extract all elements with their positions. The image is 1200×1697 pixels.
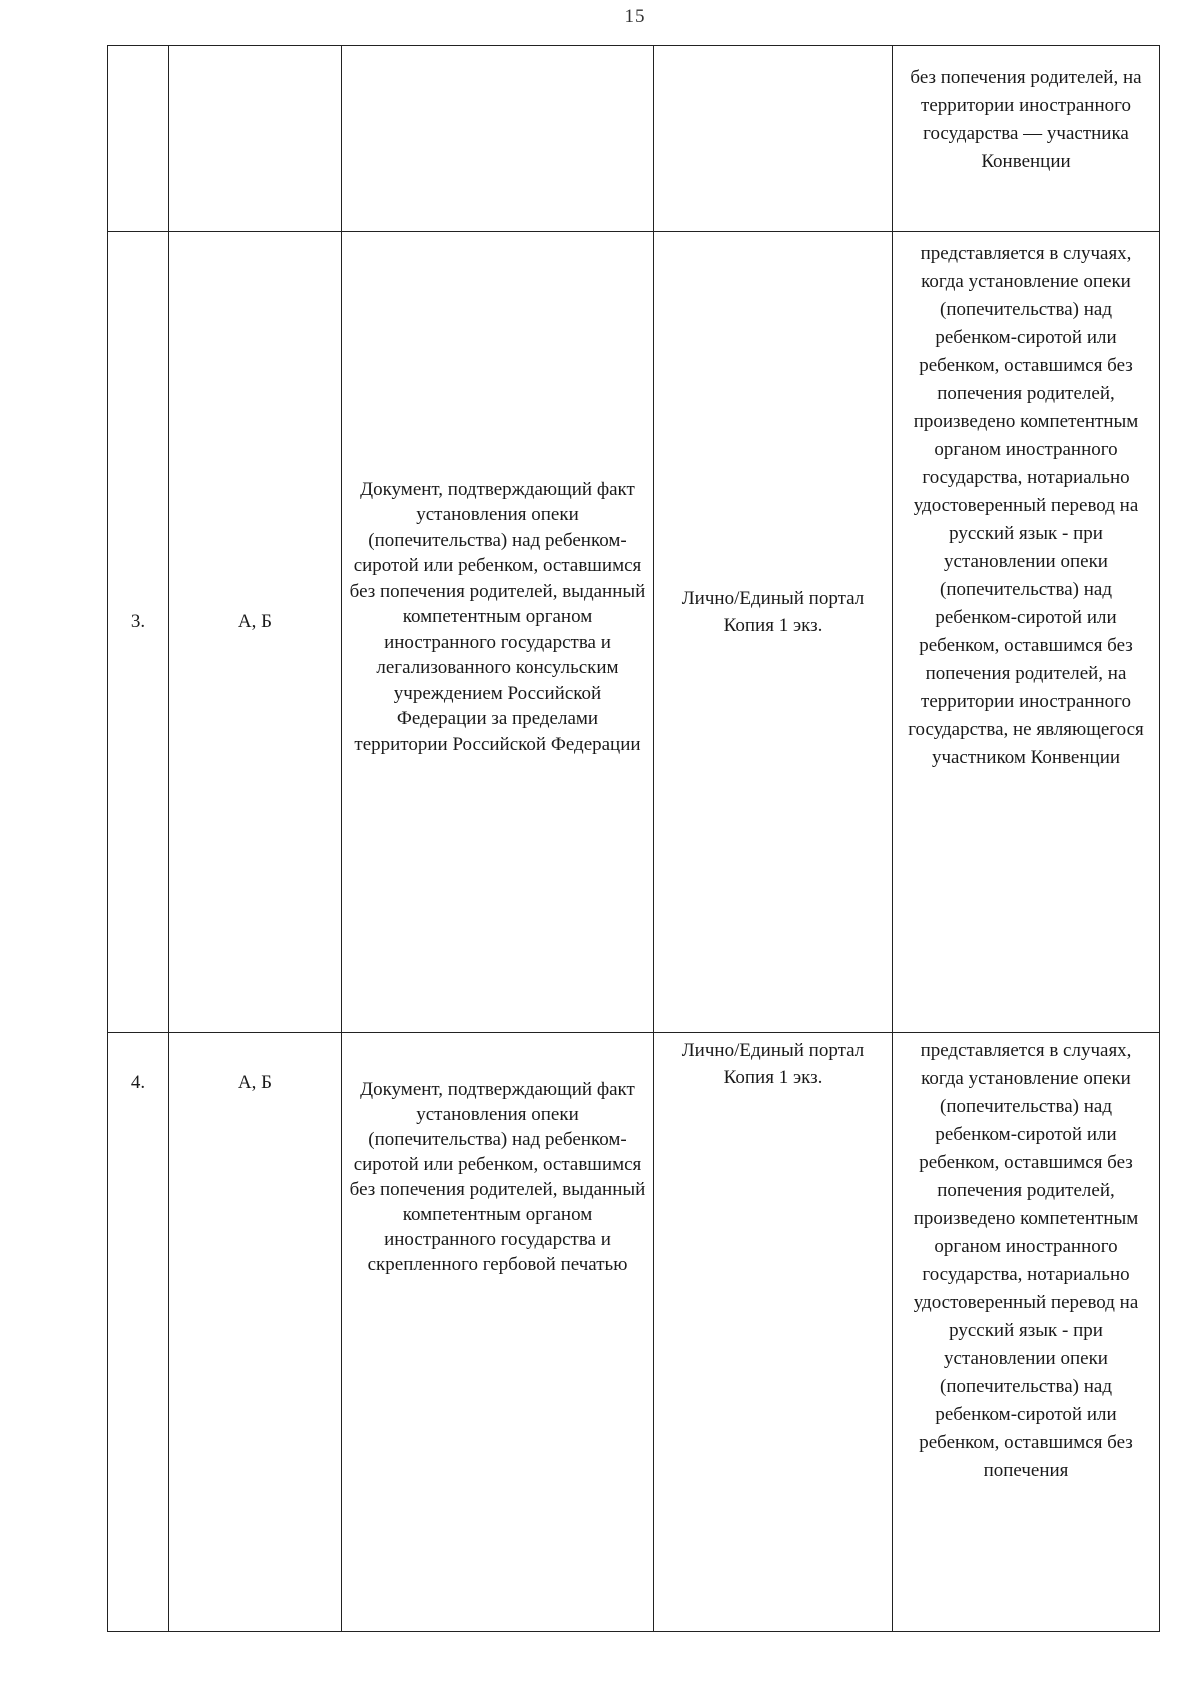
table-row xyxy=(108,46,1160,232)
note-cell: представляется в случаях, когда установление опеки (попечительства) над ребенком-сиротой или ребенком, оставшимся без попечения родителей, произведено компетентным органом иностранного государства, нотариально удостоверенный перевод на русский язык - при установлении опеки (попечительства) над ребенком-сиротой или ребенком, оставшимся без попечения xyxy=(893,1033,1160,1632)
submission-method-cell xyxy=(654,46,893,232)
row-number-cell xyxy=(108,46,169,232)
document-name-cell xyxy=(342,46,654,232)
applicant-group-cell xyxy=(169,46,342,232)
applicant-group-cell: А, Б xyxy=(169,1033,342,1632)
page-number: 15 xyxy=(624,6,646,27)
submission-method-cell: Лично/Единый портал Копия 1 экз. xyxy=(654,232,893,1033)
requirements-table xyxy=(107,45,1160,1632)
row-number-cell: 4. xyxy=(108,1033,169,1632)
document-name-cell: Документ, подтверждающий факт установления опеки (попечительства) над ребенком-сиротой или ребенком, оставшимся без попечения родителей, выданный компетентным органом иностранного государства и скрепленного гербовой печатью xyxy=(342,1033,654,1632)
document-name-cell: Документ, подтверждающий факт установления опеки (попечительства) над ребенком-сиротой или ребенком, оставшимся без попечения родителей, выданный компетентным органом иностранного государства и легализованного консульским учреждением Российской Федерации за пределами территории Российской Федерации xyxy=(342,232,654,1033)
note-cell: представляется в случаях, когда установление опеки (попечительства) над ребенком-сиротой или ребенком, оставшимся без попечения родителей, произведено компетентным органом иностранного государства, нотариально удостоверенный перевод на русский язык - при установлении опеки (попечительства) над ребенком-сиротой или ребенком, оставшимся без попечения родителей, на территории иностранного государства, не являющегося участником Конвенции xyxy=(893,232,1160,1033)
submission-method-cell: Лично/Единый портал Копия 1 экз. xyxy=(654,1033,893,1632)
note-cell: без попечения родителей, на территории иностранного государства — участника Конвенции xyxy=(893,46,1160,232)
table-row xyxy=(108,232,1160,1033)
table-row xyxy=(108,1033,1160,1632)
applicant-group-cell: А, Б xyxy=(169,232,342,1033)
row-number-cell: 3. xyxy=(108,232,169,1033)
